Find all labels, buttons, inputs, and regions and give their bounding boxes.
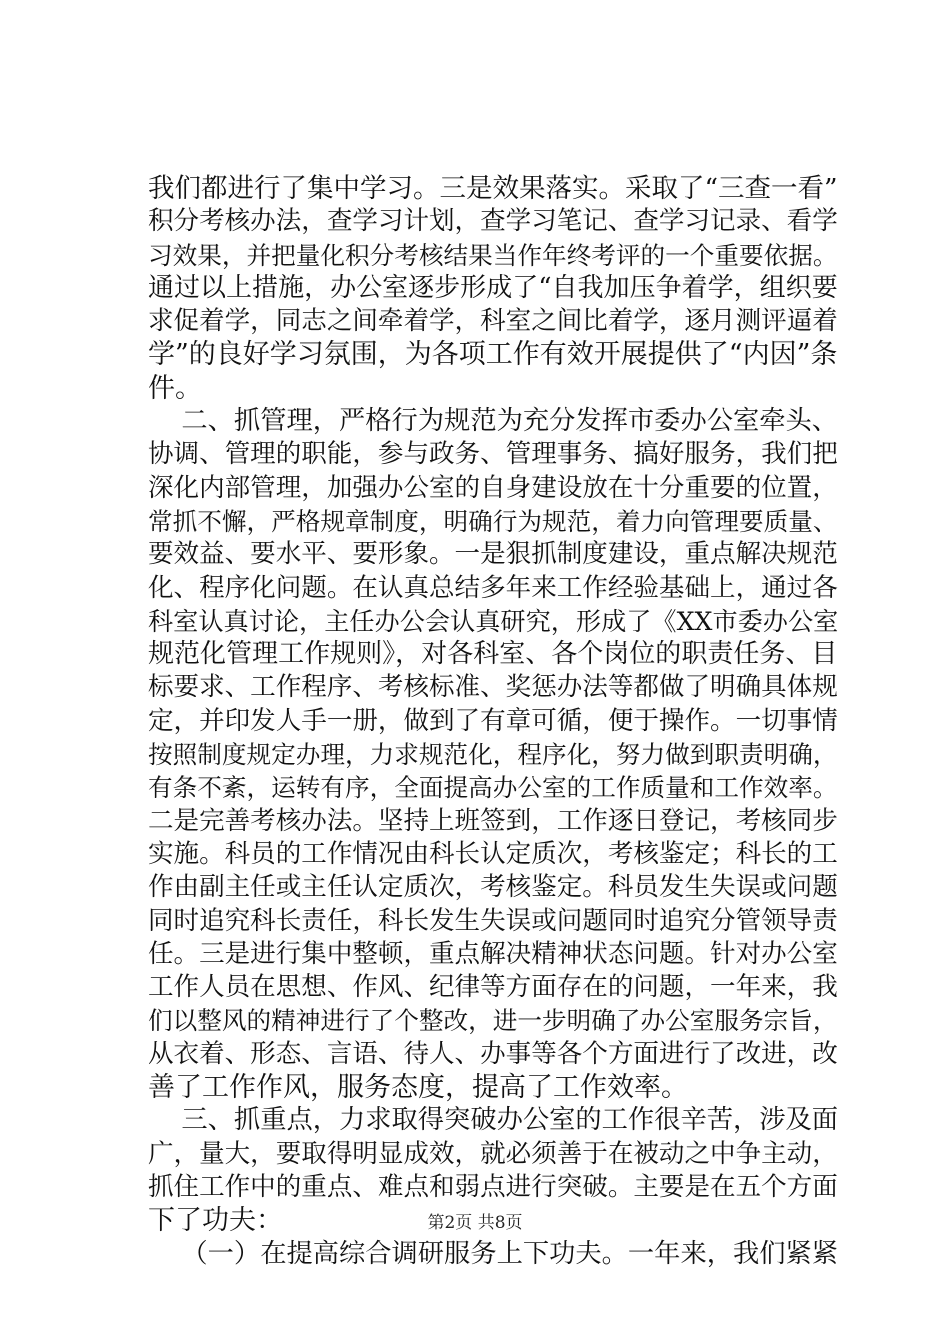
text-line: 我们都进行了集中学习。三是效果落实。采取了“三查一看”	[148, 173, 838, 204]
text-line: 下了功夫：	[148, 1205, 283, 1237]
text-line: 抓住工作中的重点、难点和弱点进行突破。主要是在五个方面	[148, 1171, 838, 1202]
text-line: 通过以上措施，办公室逐步形成了“自我加压争着学，组织要	[148, 272, 838, 303]
body-text	[148, 172, 838, 1271]
text-line: 常抓不懈，严格规章制度，明确行为规范，着力向管理要质量、	[148, 506, 838, 536]
text-line: 有条不紊，运转有序，全面提高办公室的工作质量和工作效率。	[148, 773, 838, 803]
text-line: 件。	[148, 372, 202, 404]
text-line: 三、抓重点，力求取得突破办公室的工作很辛苦，涉及面	[148, 1105, 839, 1136]
text-line: 同时追究科长责任，科长发生失误或问题同时追究分管领导责	[148, 905, 838, 936]
text-line: 定，并印发人手一册，做到了有章可循，便于操作。一切事情	[148, 705, 838, 736]
text-line: 协调、管理的职能，参与政务、管理事务、搞好服务，我们把	[148, 439, 838, 470]
text-line: 作由副主任或主任认定质次，考核鉴定。科员发生失误或问题	[148, 872, 838, 903]
text-line: 二、抓管理，严格行为规范为充分发挥市委办公室牵头、	[148, 406, 839, 437]
text-line: 规范化管理工作规则》，对各科室、各个岗位的职责任务、目	[148, 639, 838, 670]
text-line: 积分考核办法，查学习计划，查学习笔记、查学习记录、看学	[148, 206, 838, 237]
text-line: 按照制度规定办理，力求规范化，程序化，努力做到职责明确，	[148, 740, 838, 770]
page-footer: 第2页 共8页	[427, 1213, 523, 1233]
text-line: 学”的良好学习氛围，为各项工作有效开展提供了“内因”条	[148, 339, 838, 371]
text-line: 善了工作作风，服务态度，提高了工作效率。	[148, 1072, 688, 1104]
text-line: 科室认真讨论，主任办公会认真研究，形成了《XX市委办公室	[148, 606, 839, 636]
text-line: 习效果，并把量化积分考核结果当作年终考评的一个重要依据。	[148, 240, 838, 270]
text-line: 任。三是进行集中整顿，重点解决精神状态问题。针对办公室	[148, 938, 838, 969]
text-line: 们以整风的精神进行了个整改，进一步明确了办公室服务宗旨，	[148, 1006, 838, 1036]
text-line: 工作人员在思想、作风、纪律等方面存在的问题，一年来，我	[148, 972, 838, 1003]
text-line: 求促着学，同志之间牵着学，科室之间比着学，逐月测评逼着	[148, 306, 838, 337]
text-line: 深化内部管理，加强办公室的自身建设放在十分重要的位置，	[148, 472, 838, 503]
text-line: 二是完善考核办法。坚持上班签到，工作逐日登记，考核同步	[148, 805, 838, 836]
text-line: 从衣着、形态、言语、待人、办事等各个方面进行了改进，改	[148, 1038, 838, 1069]
text-line: 广，量大，要取得明显成效，就必须善于在被动之中争主动，	[148, 1138, 838, 1169]
text-line: 要效益、要水平、要形象。一是狠抓制度建设，重点解决规范	[148, 539, 838, 570]
text-line: 化、程序化问题。在认真总结多年来工作经验基础上，通过各	[148, 572, 838, 603]
text-line: （一）在提高综合调研服务上下功夫。一年来，我们紧紧	[148, 1238, 839, 1269]
text-line: 标要求、工作程序、考核标准、奖惩办法等都做了明确具体规	[148, 672, 838, 703]
text-line: 实施。科员的工作情况由科长认定质次，考核鉴定；科长的工	[148, 838, 838, 869]
